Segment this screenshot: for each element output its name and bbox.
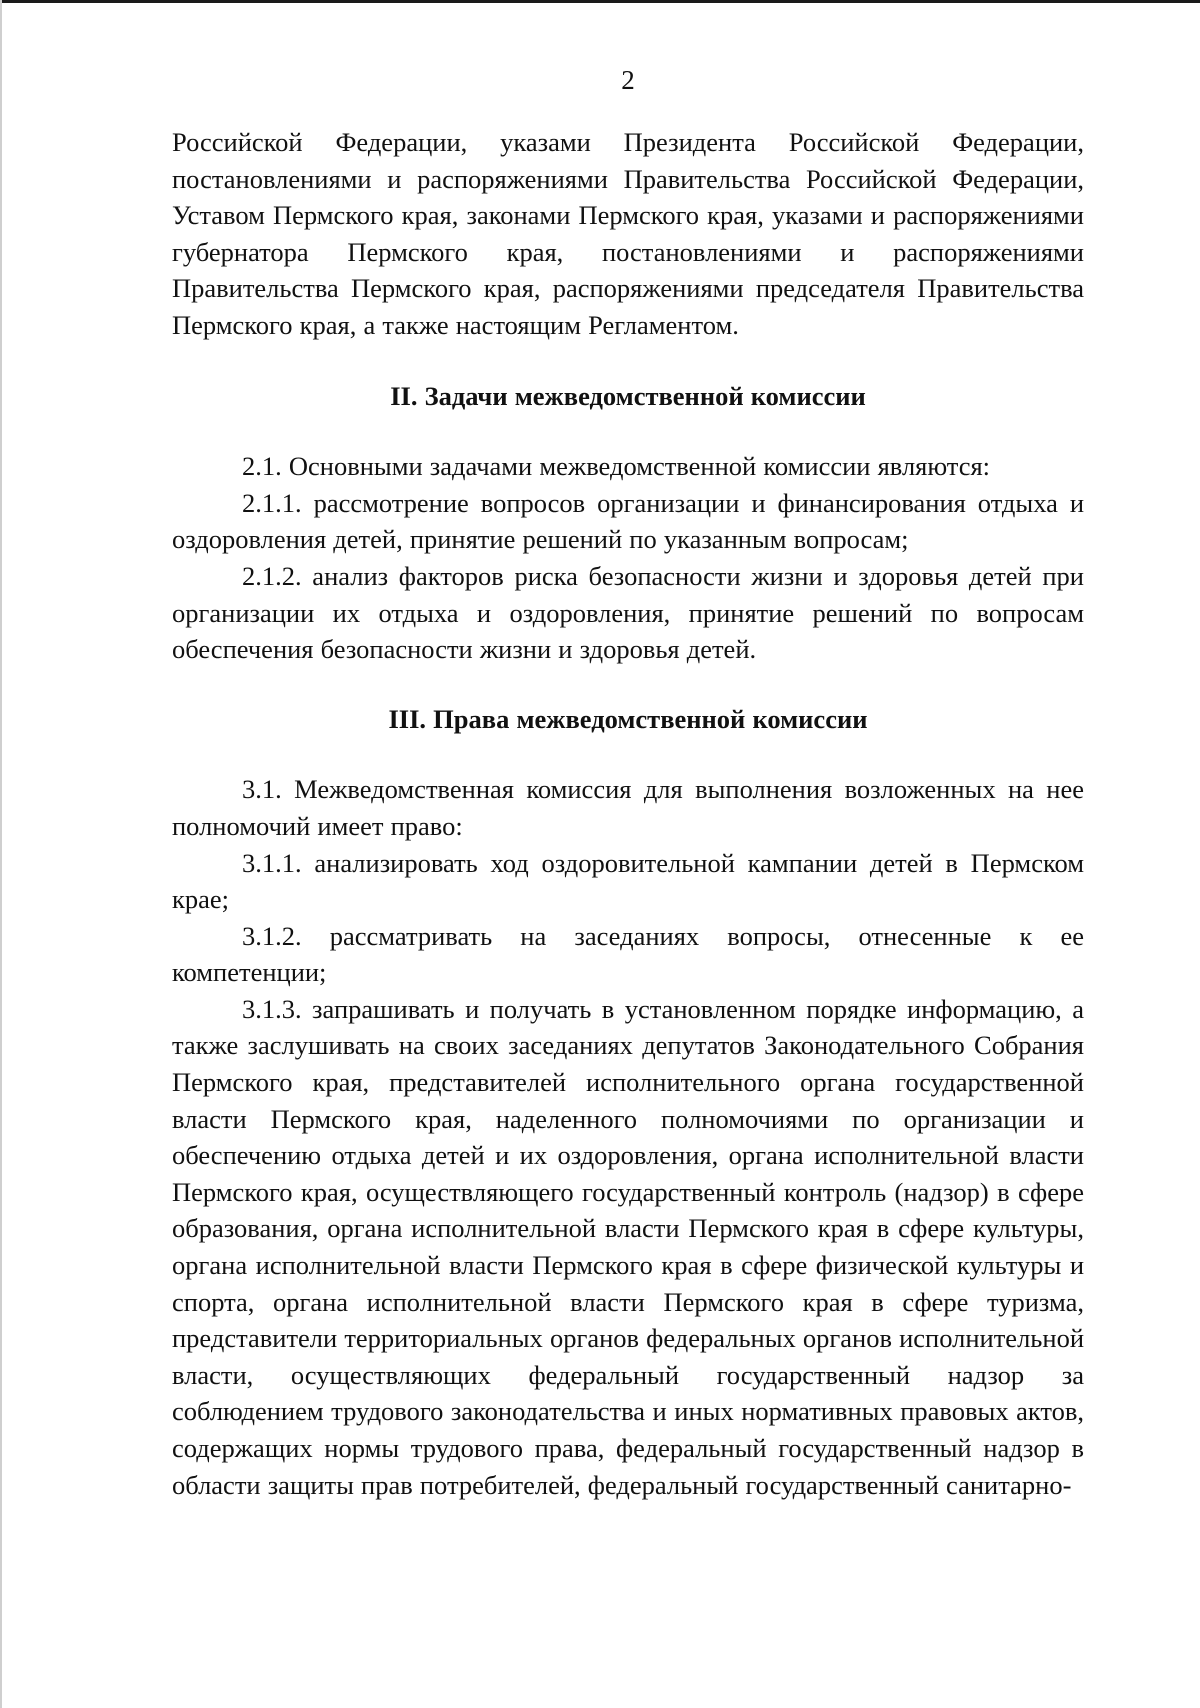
paragraph-2-1: 2.1. Основными задачами межведомственной комиссии являются:: [242, 451, 991, 482]
paragraph-3-1-1: 3.1.1. анализировать ход оздоровительной кампании детей в Пермском крае;: [172, 847, 1084, 915]
page-number: 2: [621, 65, 635, 95]
paragraph-2-1-1: 2.1.1. рассмотрение вопросов организации и финансирования отдыха и оздоровления детей, принятие решений по указанным вопросам;: [172, 487, 1084, 555]
paragraph-3-1: 3.1. Межведомственная комиссия для выполнения возложенных на нее полномочий имеет право:: [172, 774, 1084, 841]
paragraph-3-1-2: 3.1.2. рассматривать на заседаниях вопросы, отнесенные к ее компетенции;: [172, 920, 1084, 988]
paragraph-3-1-3: 3.1.3. запрашивать и получать в установленном порядке информацию, а также заслушивать на своих заседаниях депутатов Законодательного Собрания Пермского края, представителей исполнительного органа государственной власти Пермского края, наделенного полномочиями по организации и обеспечению отдыха детей и их оздоровления, органа исполнительной власти Пермского края, осуществляющего государственный контроль (надзор) в сфере образования, органа исполнительной власти Пермского края в сфере культуры, органа исполнительной власти Пермского края в сфере физической культуры и спорта, органа исполнительной власти Пермского края в сфере туризма, представители территориальных органов федеральных органов исполнительной власти, осуществляющих федеральный государственный надзор за соблюдением трудового законодательства и иных нормативных правовых актов, содержащих нормы трудового права, федеральный государственный надзор в области защиты прав потребителей, федеральный государственный санитарно-: [172, 993, 1084, 1500]
scan-left-edge: [0, 0, 2, 1708]
scan-top-edge: [0, 0, 1200, 3]
document-body: [172, 124, 1084, 1503]
section-3-heading: III. Права межведомственной комиссии: [388, 703, 868, 734]
intro-paragraph: Российской Федерации, указами Президента Российской Федерации, постановлениями и распоряжениями Правительства Российской Федерации, Уставом Пермского края, законами Пермского края, указами и распоряжениями губернатора Пермского края, постановлениями и распоряжениями Правительства Пермского края, распоряжениями председателя Правительства Пермского края, а также настоящим Регламентом.: [172, 127, 1084, 340]
section-2-heading: II. Задачи межведомственной комиссии: [390, 380, 866, 411]
paragraph-2-1-2: 2.1.2. анализ факторов риска безопасности жизни и здоровья детей при организации их отдыха и оздоровления, принятие решений по вопросам обеспечения безопасности жизни и здоровья детей.: [172, 560, 1084, 665]
